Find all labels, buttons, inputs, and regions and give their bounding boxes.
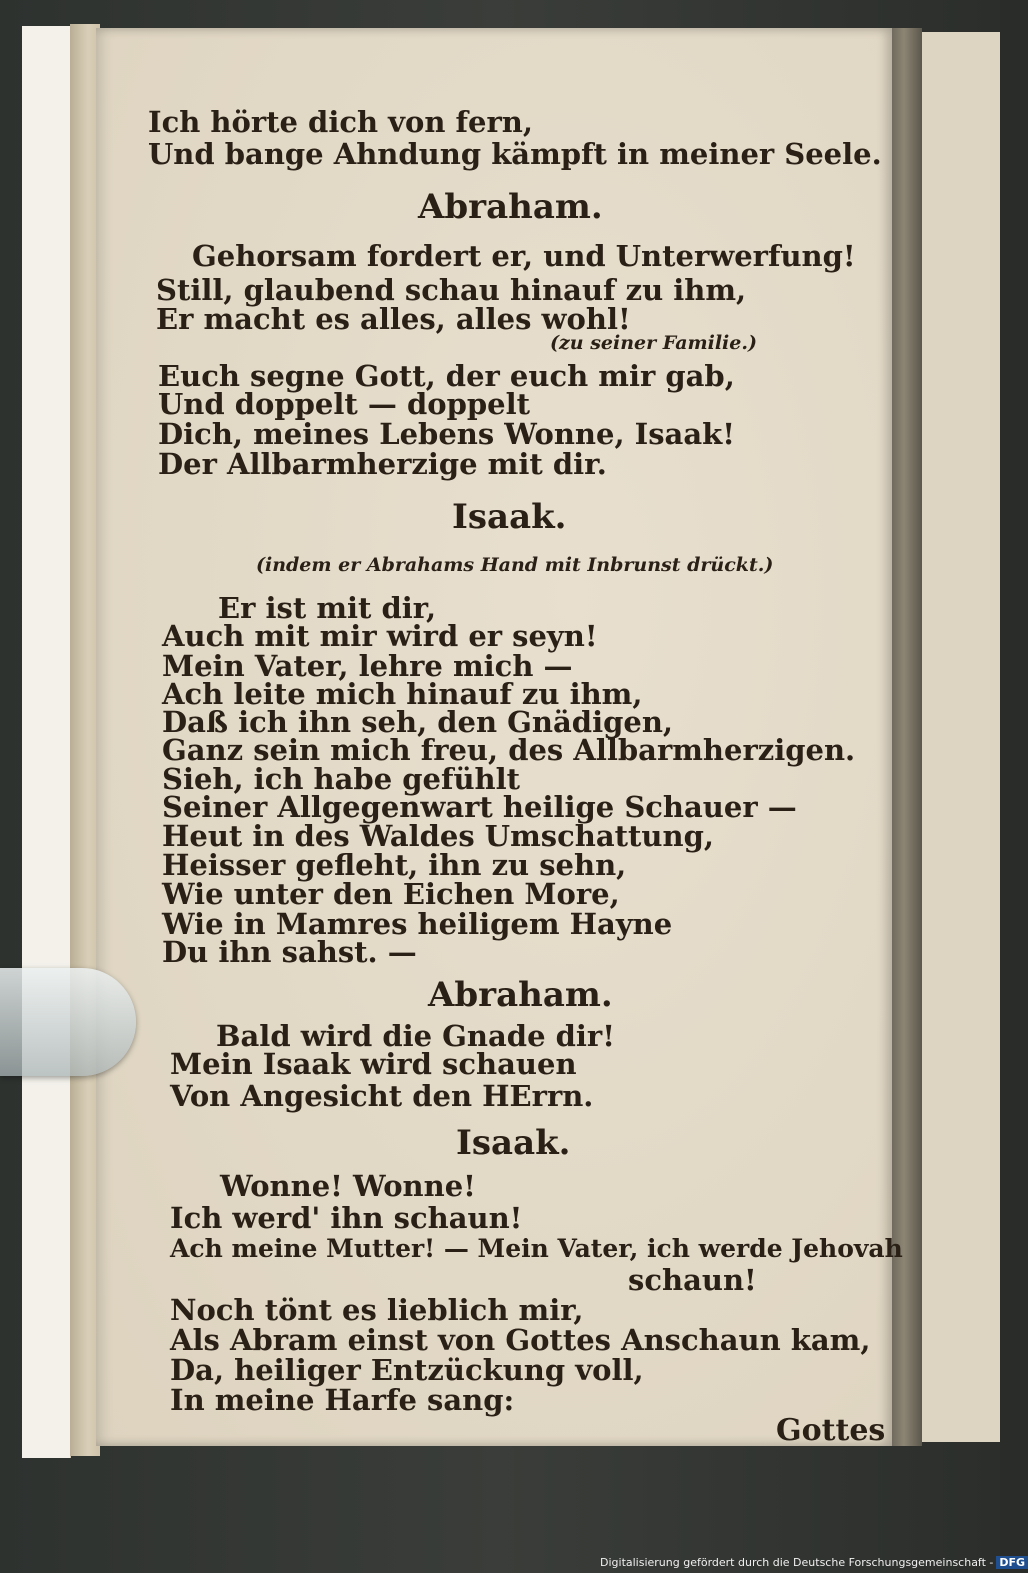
verse-line: Heisser gefleht, ihn zu sehn,	[162, 848, 627, 882]
verse-line: Mein Isaak wird schauen	[170, 1047, 577, 1081]
catchword: Gottes	[776, 1413, 886, 1448]
speaker-name: Isaak.	[452, 497, 567, 537]
verse-line: Still, glaubend schau hinauf zu ihm,	[156, 273, 747, 307]
verse-line: Heut in des Waldes Umschattung,	[162, 819, 714, 853]
verse-line: Da, heiliger Entzückung voll,	[170, 1353, 644, 1387]
verse-line: schaun!	[628, 1263, 757, 1297]
verse-line: In meine Harfe sang:	[170, 1383, 515, 1417]
verse-line: Du ihn sahst. —	[162, 935, 417, 969]
white-backing-strip	[22, 26, 71, 1458]
verse-line: Auch mit mir wird er seyn!	[162, 619, 598, 653]
verse-line: Gehorsam fordert er, und Unterwerfung!	[192, 239, 856, 273]
footer-text: Digitalisierung gefördert durch die Deutsche Forschungsgemeinschaft -	[600, 1556, 994, 1569]
stage-direction: (zu seiner Familie.)	[550, 332, 757, 354]
speaker-name: Abraham.	[418, 187, 603, 227]
verse-line: Er macht es alles, alles wohl!	[156, 302, 631, 336]
verse-line: Und bange Ahndung kämpft in meiner Seele.	[148, 137, 882, 171]
verse-line: Ich hörte dich von fern,	[148, 105, 533, 139]
verse-line: Sieh, ich habe gefühlt	[162, 762, 521, 796]
verse-line: Ganz sein mich freu, des Allbarmherzigen.	[162, 733, 856, 767]
verse-line: Als Abram einst von Gottes Anschaun kam,	[170, 1323, 871, 1357]
footer-credit	[600, 1556, 1028, 1569]
verse-line: Bald wird die Gnade dir!	[216, 1019, 615, 1053]
verse-line: Seiner Allgegenwart heilige Schauer —	[162, 790, 797, 824]
verse-line: Er ist mit dir,	[218, 591, 437, 625]
verse-line: Mein Vater, lehre mich —	[162, 649, 573, 683]
stage-direction: (indem er Abrahams Hand mit Inbrunst drückt.)	[256, 554, 774, 576]
speaker-name: Abraham.	[428, 975, 613, 1015]
verse-line: Und doppelt — doppelt	[158, 387, 531, 421]
verse-line: Noch tönt es lieblich mir,	[170, 1293, 584, 1327]
verse-line: Der Allbarmherzige mit dir.	[158, 447, 607, 481]
verse-line: Wie in Mamres heiligem Hayne	[162, 907, 673, 941]
verse-line: Ach meine Mutter! — Mein Vater, ich werde Jehovah	[170, 1234, 903, 1263]
verse-line: Daß ich ihn seh, den Gnädigen,	[162, 705, 674, 739]
verse-line: Von Angesicht den HErrn.	[170, 1079, 594, 1113]
verse-line: Ich werd' ihn schaun!	[170, 1201, 523, 1235]
dfg-logo: DFG	[996, 1556, 1028, 1569]
verse-line: Euch segne Gott, der euch mir gab,	[158, 359, 735, 393]
verse-line: Dich, meines Lebens Wonne, Isaak!	[158, 417, 735, 451]
verse-line: Wie unter den Eichen More,	[162, 877, 620, 911]
verse-line: Wonne! Wonne!	[220, 1169, 476, 1203]
speaker-name: Isaak.	[456, 1123, 571, 1163]
adjacent-page-fragment	[922, 32, 1000, 1442]
page-clip	[0, 968, 136, 1076]
verse-line: Ach leite mich hinauf zu ihm,	[162, 677, 643, 711]
